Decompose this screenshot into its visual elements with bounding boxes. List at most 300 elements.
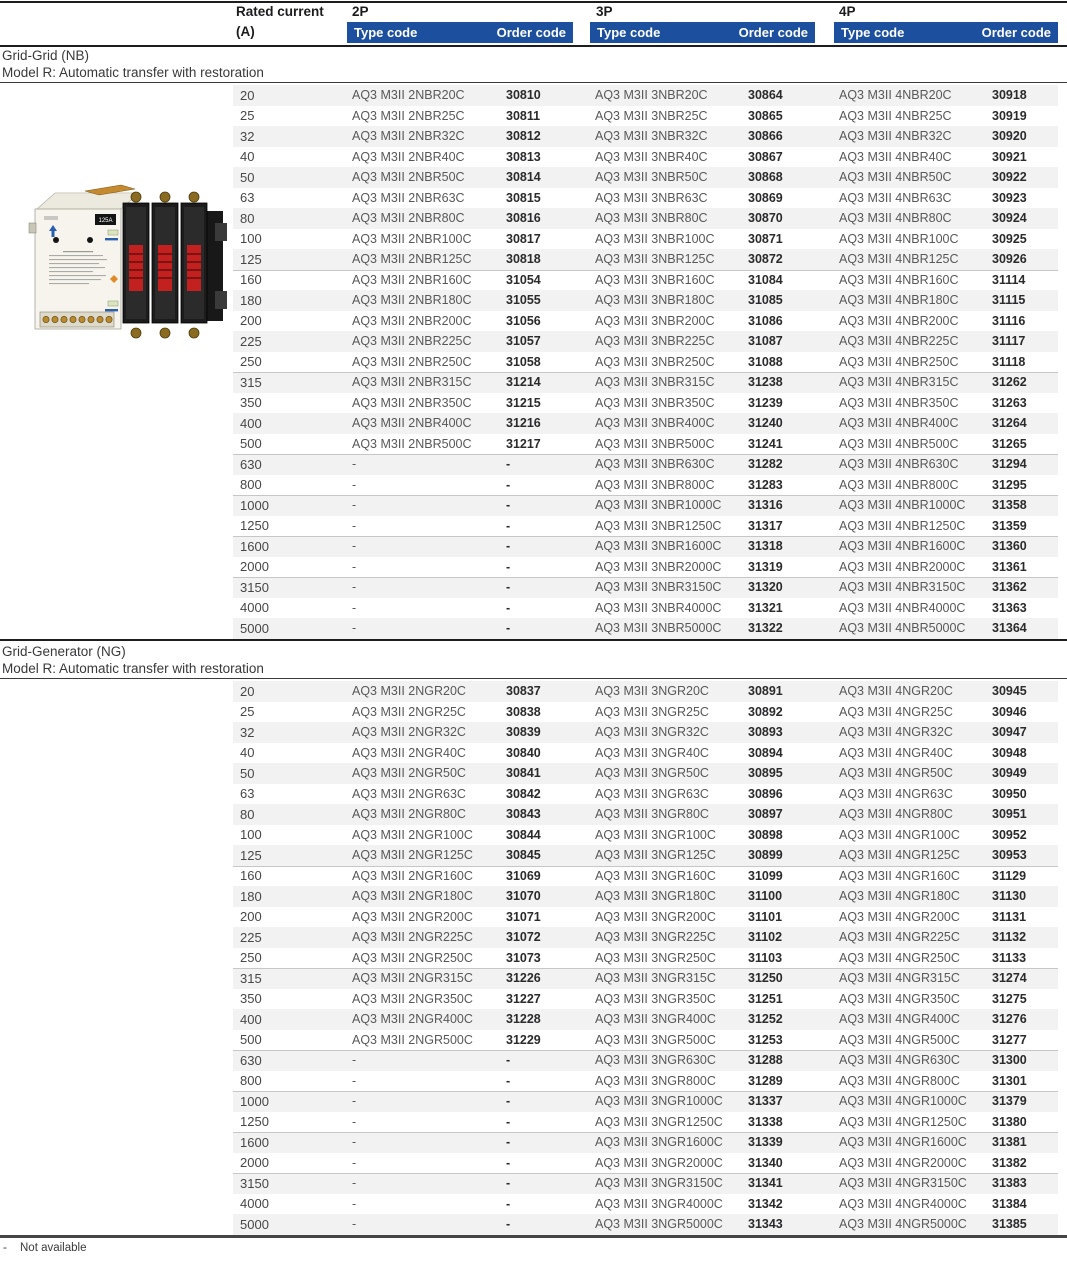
type-code-cell: AQ3 M3II 4NGR1600C [839, 1135, 967, 1150]
type-code-cell: AQ3 M3II 2NGR125C [352, 848, 473, 863]
order-code-cell: 30843 [506, 807, 541, 822]
type-code-cell: AQ3 M3II 3NBR4000C [595, 600, 722, 615]
rated-current-cell: 400 [240, 415, 262, 431]
table-row [233, 927, 1058, 948]
type-code-cell: AQ3 M3II 4NGR225C [839, 930, 960, 945]
table-row [233, 147, 1058, 168]
type-code-cell: AQ3 M3II 4NBR500C [839, 436, 959, 451]
rated-current-cell: 4000 [240, 1196, 269, 1212]
type-code-cell: AQ3 M3II 4NGR63C [839, 786, 953, 801]
order-code-cell: - [506, 1073, 511, 1088]
rated-current-cell: 630 [240, 456, 262, 472]
type-code-cell: AQ3 M3II 4NBR125C [839, 252, 959, 267]
type-code-cell: AQ3 M3II 3NGR160C [595, 868, 716, 883]
type-code-cell: AQ3 M3II 4NGR1250C [839, 1114, 967, 1129]
order-code-cell: 31056 [506, 313, 541, 328]
rated-current-cell: 2000 [240, 1155, 269, 1171]
type-code-cell: AQ3 M3II 3NBR1000C [595, 498, 722, 513]
order-code-cell: 31301 [992, 1073, 1027, 1088]
type-code-cell: AQ3 M3II 3NBR350C [595, 395, 715, 410]
table-row [233, 722, 1058, 743]
order-code-cell: 31131 [992, 909, 1027, 924]
section-subtitle: Model R: Automatic transfer with restoration [2, 661, 264, 676]
rated-current-cell: 350 [240, 395, 262, 411]
order-code-cell: 30918 [992, 88, 1027, 103]
order-code-cell: 31381 [992, 1135, 1027, 1150]
order-code-cell: 31282 [748, 457, 783, 472]
table-row [233, 475, 1058, 496]
table-row [233, 598, 1058, 619]
type-code-cell: AQ3 M3II 2NGR350C [352, 991, 473, 1006]
type-code-cell: AQ3 M3II 3NGR225C [595, 930, 716, 945]
table-row [233, 290, 1058, 311]
header-bar-2p [347, 22, 573, 43]
table-row [233, 1071, 1058, 1092]
rated-current-cell: 500 [240, 436, 262, 452]
type-code-cell: AQ3 M3II 3NGR50C [595, 766, 709, 781]
order-code-cell: 31265 [992, 436, 1027, 451]
type-code-cell: AQ3 M3II 3NGR500C [595, 1032, 716, 1047]
type-code-cell: - [352, 1135, 357, 1150]
order-code-cell: - [506, 1196, 511, 1211]
rated-current-cell: 225 [240, 929, 262, 945]
rated-current-cell: 125 [240, 251, 262, 267]
order-code-cell: 31241 [748, 436, 783, 451]
order-code-cell: 30815 [506, 190, 541, 205]
table-section-ng [233, 681, 1058, 1235]
rated-current-cell: 180 [240, 292, 262, 308]
order-code-cell: 30865 [748, 108, 783, 123]
type-code-cell: AQ3 M3II 3NGR400C [595, 1012, 716, 1027]
order-code-cell: 31133 [992, 950, 1027, 965]
type-code-cell: AQ3 M3II 2NBR225C [352, 334, 472, 349]
order-code-cell: 30923 [992, 190, 1027, 205]
type-code-cell: AQ3 M3II 3NBR100C [595, 231, 715, 246]
table-row [233, 989, 1058, 1010]
footnote-marker: - [3, 1242, 7, 1254]
type-code-cell: AQ3 M3II 4NBR3150C [839, 580, 966, 595]
table-row [233, 784, 1058, 805]
table-row [233, 1030, 1058, 1051]
type-code-cell: AQ3 M3II 4NGR800C [839, 1073, 960, 1088]
order-code-cell: 31252 [748, 1012, 783, 1027]
table-row [233, 886, 1058, 907]
order-code-cell: - [506, 1135, 511, 1150]
order-code-cell: 30871 [748, 231, 783, 246]
type-code-cell: AQ3 M3II 4NBR4000C [839, 600, 966, 615]
type-code-cell: AQ3 M3II 4NBR20C [839, 88, 952, 103]
type-code-cell: AQ3 M3II 4NBR40C [839, 149, 952, 164]
rated-current-cell: 800 [240, 477, 262, 493]
type-code-cell: - [352, 559, 357, 574]
order-code-cell: 31253 [748, 1032, 783, 1047]
table-row [233, 413, 1058, 434]
order-code-cell: 30920 [992, 129, 1027, 144]
rated-current-cell: 4000 [240, 600, 269, 616]
table-row [233, 1194, 1058, 1215]
type-code-cell: AQ3 M3II 4NBR80C [839, 211, 952, 226]
order-code-cell: 31341 [748, 1176, 783, 1191]
type-code-cell: AQ3 M3II 4NGR4000C [839, 1196, 967, 1211]
order-code-cell: 31054 [506, 272, 541, 287]
order-code-cell: 30897 [748, 807, 783, 822]
type-code-cell: AQ3 M3II 4NGR180C [839, 889, 960, 904]
order-code-cell: 31383 [992, 1176, 1027, 1191]
type-code-cell: AQ3 M3II 3NGR63C [595, 786, 709, 801]
type-code-cell: AQ3 M3II 4NGR5000C [839, 1217, 967, 1232]
type-code-cell: AQ3 M3II 3NBR5000C [595, 621, 722, 636]
table-row [233, 1153, 1058, 1174]
type-code-cell: AQ3 M3II 4NBR315C [839, 375, 959, 390]
type-code-cell: AQ3 M3II 4NBR5000C [839, 621, 966, 636]
order-code-cell: 31071 [506, 909, 541, 924]
rated-current-cell: 200 [240, 313, 262, 329]
order-code-cell: 30952 [992, 827, 1027, 842]
table-row [233, 577, 1058, 598]
type-code-cell: AQ3 M3II 3NGR180C [595, 889, 716, 904]
order-code-cell: - [506, 457, 511, 472]
order-code-cell: 30869 [748, 190, 783, 205]
table-row [233, 968, 1058, 989]
order-code-cell: 31073 [506, 950, 541, 965]
type-code-cell: AQ3 M3II 4NGR160C [839, 868, 960, 883]
order-code-cell: 31360 [992, 539, 1027, 554]
order-code-cell: 31322 [748, 621, 783, 636]
order-code-cell: 31319 [748, 559, 783, 574]
type-code-cell: AQ3 M3II 4NGR630C [839, 1053, 960, 1068]
order-code-cell: 31338 [748, 1114, 783, 1129]
type-code-cell: AQ3 M3II 3NBR800C [595, 477, 715, 492]
type-code-cell: AQ3 M3II 4NBR180C [839, 293, 959, 308]
type-code-cell: AQ3 M3II 4NBR225C [839, 334, 959, 349]
order-code-cell: 30948 [992, 745, 1027, 760]
type-code-cell: AQ3 M3II 3NBR630C [595, 457, 715, 472]
table-row [233, 311, 1058, 332]
order-code-cell: - [506, 498, 511, 513]
type-code-cell: AQ3 M3II 2NBR400C [352, 416, 472, 431]
type-code-cell: AQ3 M3II 2NBR250C [352, 354, 472, 369]
rated-current-cell: 40 [240, 149, 255, 165]
header-divider [0, 45, 1067, 47]
type-code-cell: AQ3 M3II 3NGR125C [595, 848, 716, 863]
order-code-cell: - [506, 1217, 511, 1232]
table-row [233, 866, 1058, 887]
rated-current-cell: 25 [240, 108, 255, 124]
order-code-cell: - [506, 600, 511, 615]
order-code-cell: 31217 [506, 436, 541, 451]
order-code-cell: 31086 [748, 313, 783, 328]
section-divider [0, 639, 1067, 641]
type-code-cell: AQ3 M3II 3NGR2000C [595, 1155, 723, 1170]
order-code-cell: 31129 [992, 868, 1027, 883]
type-code-cell: AQ3 M3II 3NGR800C [595, 1073, 716, 1088]
order-code-cell: 31102 [748, 930, 783, 945]
order-code-cell: 31380 [992, 1114, 1027, 1129]
type-code-cell: - [352, 1217, 357, 1232]
order-code-cell: 31363 [992, 600, 1027, 615]
table-row [233, 516, 1058, 537]
order-code-cell: 31339 [748, 1135, 783, 1150]
order-code-cell: 31361 [992, 559, 1027, 574]
rated-current-cell: 50 [240, 169, 255, 185]
order-code-cell: 30838 [506, 704, 541, 719]
type-code-cell: AQ3 M3II 3NBR125C [595, 252, 715, 267]
order-code-cell: 31088 [748, 354, 783, 369]
rated-current-cell: 3150 [240, 1175, 269, 1191]
order-code-cell: 31103 [748, 950, 783, 965]
order-code-cell: 31295 [992, 477, 1027, 492]
type-code-cell: AQ3 M3II 2NBR180C [352, 293, 472, 308]
table-row [233, 85, 1058, 106]
type-code-cell: AQ3 M3II 4NGR40C [839, 745, 953, 760]
table-row [233, 495, 1058, 516]
rated-current-cell: 250 [240, 950, 262, 966]
order-code-cell: - [506, 1094, 511, 1109]
order-code-cell: 30924 [992, 211, 1027, 226]
type-code-cell: AQ3 M3II 3NGR1000C [595, 1094, 723, 1109]
order-code-cell: 30892 [748, 704, 783, 719]
type-code-cell: AQ3 M3II 2NGR500C [352, 1032, 473, 1047]
type-code-cell: AQ3 M3II 3NGR100C [595, 827, 716, 842]
order-code-cell: 31115 [992, 293, 1026, 308]
table-row [233, 681, 1058, 702]
type-code-cell: AQ3 M3II 4NBR350C [839, 395, 959, 410]
order-code-cell: 31342 [748, 1196, 783, 1211]
order-code-cell: 31362 [992, 580, 1027, 595]
rated-current-cell: 80 [240, 806, 255, 822]
order-code-cell: - [506, 1176, 511, 1191]
order-code-cell: 31382 [992, 1155, 1027, 1170]
type-code-cell: AQ3 M3II 4NGR3150C [839, 1176, 967, 1191]
rated-current-cell: 1000 [240, 497, 269, 513]
type-code-cell: AQ3 M3II 3NGR20C [595, 684, 709, 699]
type-code-cell: - [352, 539, 357, 554]
table-row [233, 1173, 1058, 1194]
table-row [233, 434, 1058, 455]
table-row [233, 845, 1058, 866]
header-bar-4p [834, 22, 1058, 43]
header-bar-3p [590, 22, 815, 43]
divider [0, 678, 1067, 679]
type-code-cell: AQ3 M3II 2NGR32C [352, 725, 466, 740]
order-code-cell: 30816 [506, 211, 541, 226]
pole-group-label-3p: 3P [596, 4, 613, 19]
type-code-cell: AQ3 M3II 3NGR4000C [595, 1196, 723, 1211]
table-row [233, 948, 1058, 969]
order-code-cell: 30946 [992, 704, 1027, 719]
type-code-cell: AQ3 M3II 2NBR125C [352, 252, 472, 267]
rated-current-cell: 1250 [240, 1114, 269, 1130]
rated-current-cell: 80 [240, 210, 255, 226]
order-code-cell: 30812 [506, 129, 541, 144]
order-code-cell: 31340 [748, 1155, 783, 1170]
table-row [233, 126, 1058, 147]
order-code-cell: 31238 [748, 375, 783, 390]
order-code-cell: 31274 [992, 971, 1027, 986]
order-code-cell: 31385 [992, 1217, 1027, 1232]
table-row [233, 825, 1058, 846]
type-code-cell: AQ3 M3II 2NGR250C [352, 950, 473, 965]
rated-current-cell: 630 [240, 1052, 262, 1068]
order-code-cell: - [506, 1155, 511, 1170]
type-code-cell: - [352, 477, 357, 492]
type-code-cell: AQ3 M3II 3NGR200C [595, 909, 716, 924]
bottom-divider [0, 1235, 1067, 1238]
order-code-cell: 31317 [748, 518, 783, 533]
type-code-cell: AQ3 M3II 4NBR25C [839, 108, 952, 123]
type-code-cell: - [352, 1073, 357, 1088]
order-code-cell: 31099 [748, 868, 783, 883]
order-code-cell: 30922 [992, 170, 1027, 185]
table-row [233, 1112, 1058, 1133]
order-code-cell: 31320 [748, 580, 783, 595]
order-code-cell: 31229 [506, 1032, 541, 1047]
table-row [233, 557, 1058, 578]
type-code-cell: - [352, 580, 357, 595]
type-code-cell: AQ3 M3II 4NBR1000C [839, 498, 966, 513]
type-code-cell: AQ3 M3II 2NBR63C [352, 190, 465, 205]
order-code-cell: 31384 [992, 1196, 1027, 1211]
order-code-cell: 30810 [506, 88, 541, 103]
type-code-header: Type code [354, 25, 418, 40]
order-code-cell: 30813 [506, 149, 541, 164]
order-code-cell: 30893 [748, 725, 783, 740]
table-row [233, 352, 1058, 373]
rated-current-cell: 160 [240, 272, 262, 288]
order-code-cell: 31262 [992, 375, 1027, 390]
order-code-cell: - [506, 539, 511, 554]
table-row [233, 188, 1058, 209]
rated-current-cell: 1600 [240, 538, 269, 554]
type-code-cell: AQ3 M3II 3NGR25C [595, 704, 709, 719]
type-code-cell: AQ3 M3II 3NGR350C [595, 991, 716, 1006]
order-code-cell: 30844 [506, 827, 541, 842]
section-subtitle: Model R: Automatic transfer with restoration [2, 65, 264, 80]
type-code-cell: AQ3 M3II 4NBR800C [839, 477, 959, 492]
type-code-cell: AQ3 M3II 2NGR80C [352, 807, 466, 822]
order-code-cell: 31214 [506, 375, 541, 390]
rated-current-cell: 315 [240, 374, 262, 390]
order-code-cell: 30953 [992, 848, 1027, 863]
rated-current-cell: 315 [240, 970, 262, 986]
order-code-cell: 31321 [748, 600, 783, 615]
order-code-cell: 30894 [748, 745, 783, 760]
section-title: Grid-Grid (NB) [2, 48, 89, 63]
type-code-cell: AQ3 M3II 4NGR1000C [839, 1094, 967, 1109]
order-code-cell: 30926 [992, 252, 1027, 267]
type-code-cell: AQ3 M3II 4NGR32C [839, 725, 953, 740]
type-code-cell: AQ3 M3II 2NBR50C [352, 170, 465, 185]
type-code-cell: AQ3 M3II 4NGR2000C [839, 1155, 967, 1170]
table-row [233, 167, 1058, 188]
table-row [233, 907, 1058, 928]
order-code-cell: 31132 [992, 930, 1027, 945]
order-code-cell: 31337 [748, 1094, 783, 1109]
table-row [233, 208, 1058, 229]
rated-current-cell: 63 [240, 190, 255, 206]
order-code-cell: 30949 [992, 766, 1027, 781]
type-code-cell: - [352, 1114, 357, 1129]
rated-current-cell: 63 [240, 786, 255, 802]
order-code-cell: 31294 [992, 457, 1027, 472]
type-code-header: Type code [841, 25, 905, 40]
type-code-cell: AQ3 M3II 2NGR180C [352, 889, 473, 904]
order-code-cell: - [506, 518, 511, 533]
rated-current-cell: 20 [240, 87, 255, 103]
type-code-cell: AQ3 M3II 4NGR125C [839, 848, 960, 863]
type-code-cell: AQ3 M3II 3NBR225C [595, 334, 715, 349]
type-code-cell: AQ3 M3II 3NBR40C [595, 149, 708, 164]
order-code-cell: 30950 [992, 786, 1027, 801]
type-code-cell: AQ3 M3II 4NBR630C [839, 457, 959, 472]
type-code-cell: AQ3 M3II 2NGR50C [352, 766, 466, 781]
order-code-cell: 31316 [748, 498, 783, 513]
order-code-cell: 30896 [748, 786, 783, 801]
order-code-cell: 31100 [748, 889, 783, 904]
type-code-cell: AQ3 M3II 2NBR32C [352, 129, 465, 144]
type-code-cell: AQ3 M3II 4NGR80C [839, 807, 953, 822]
rated-current-cell: 5000 [240, 620, 269, 636]
order-code-cell: 31288 [748, 1053, 783, 1068]
product-image [25, 183, 230, 348]
rated-current-cell: 800 [240, 1073, 262, 1089]
type-code-cell: AQ3 M3II 2NBR500C [352, 436, 472, 451]
rated-current-cell: 50 [240, 765, 255, 781]
type-code-cell: AQ3 M3II 3NBR1600C [595, 539, 722, 554]
rated-current-cell: 1250 [240, 518, 269, 534]
order-code-cell: 31364 [992, 621, 1027, 636]
rated-current-cell: 250 [240, 354, 262, 370]
type-code-cell: AQ3 M3II 2NBR20C [352, 88, 465, 103]
order-code-cell: 30921 [992, 149, 1027, 164]
type-code-cell: AQ3 M3II 2NBR40C [352, 149, 465, 164]
order-code-cell: 31240 [748, 416, 783, 431]
table-row [233, 270, 1058, 291]
order-code-cell: 30872 [748, 252, 783, 267]
order-code-cell: 31275 [992, 991, 1027, 1006]
order-code-cell: 31359 [992, 518, 1027, 533]
order-code-cell: 30891 [748, 684, 783, 699]
order-code-cell: 31227 [506, 991, 541, 1006]
order-code-header: Order code [496, 25, 566, 40]
type-code-cell: AQ3 M3II 4NGR400C [839, 1012, 960, 1027]
order-code-cell: 31072 [506, 930, 541, 945]
table-row [233, 229, 1058, 250]
type-code-cell: AQ3 M3II 3NBR63C [595, 190, 708, 205]
type-code-cell: AQ3 M3II 4NBR200C [839, 313, 959, 328]
type-code-cell: AQ3 M3II 3NGR40C [595, 745, 709, 760]
type-code-cell: AQ3 M3II 4NGR20C [839, 684, 953, 699]
type-code-cell: - [352, 457, 357, 472]
product-rating-label: 125A [98, 218, 113, 224]
type-code-cell: AQ3 M3II 4NBR63C [839, 190, 952, 205]
type-code-cell: - [352, 621, 357, 636]
order-code-cell: 31101 [748, 909, 783, 924]
order-code-cell: - [506, 477, 511, 492]
order-code-cell: 31239 [748, 395, 783, 410]
order-code-cell: - [506, 1114, 511, 1129]
type-code-cell: AQ3 M3II 2NGR25C [352, 704, 466, 719]
order-code-cell: 30817 [506, 231, 541, 246]
type-code-cell: AQ3 M3II 3NBR250C [595, 354, 715, 369]
type-code-cell: AQ3 M3II 3NGR630C [595, 1053, 716, 1068]
order-code-cell: 30841 [506, 766, 541, 781]
order-code-cell: 30925 [992, 231, 1027, 246]
type-code-cell: AQ3 M3II 2NGR225C [352, 930, 473, 945]
type-code-cell: AQ3 M3II 4NGR250C [839, 950, 960, 965]
rated-current-cell: 25 [240, 704, 255, 720]
type-code-cell: AQ3 M3II 4NGR500C [839, 1032, 960, 1047]
